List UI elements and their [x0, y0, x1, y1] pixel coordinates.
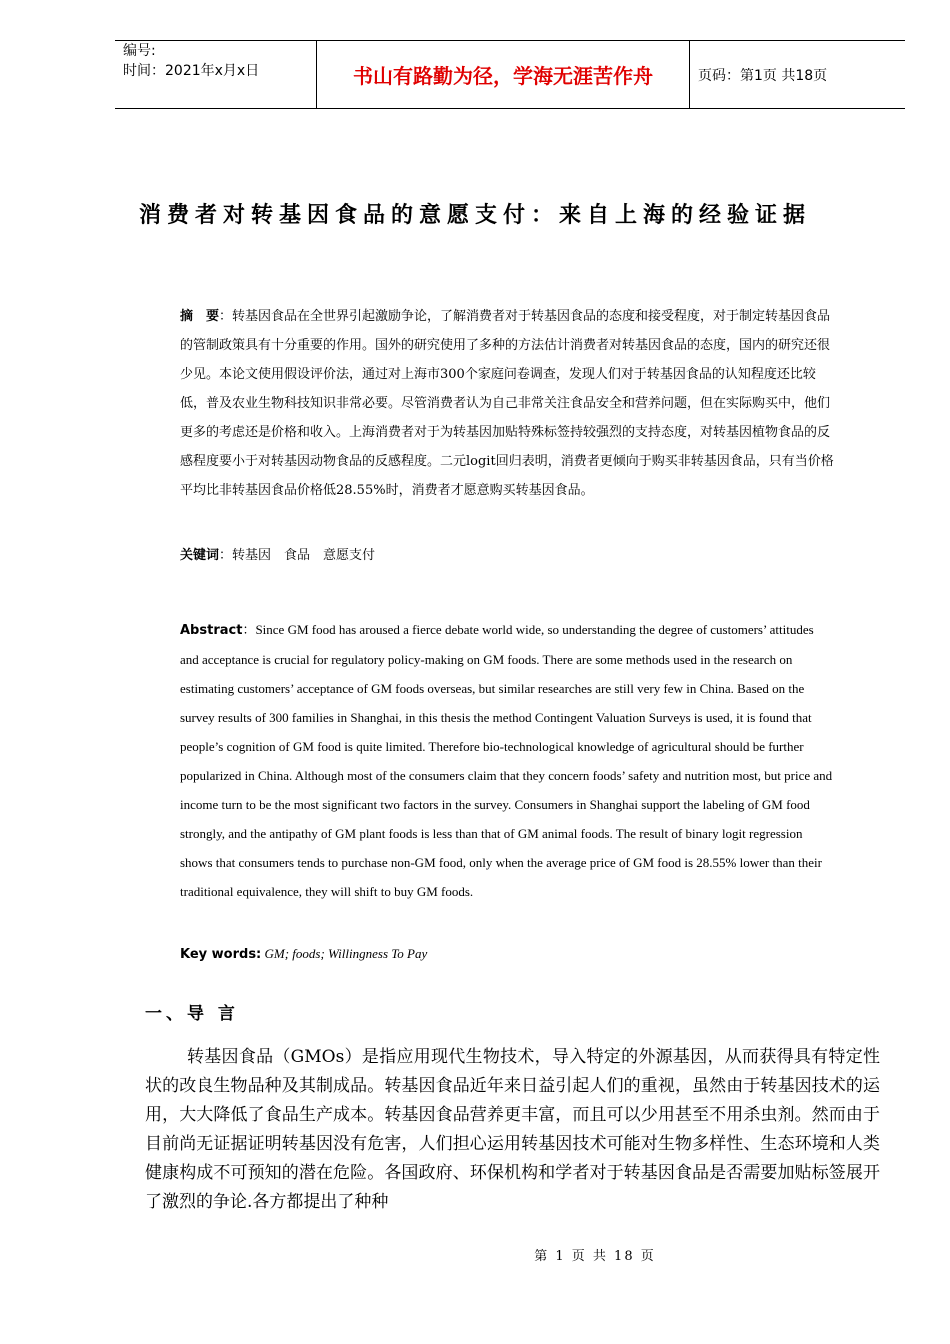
body-paragraph: 转基因食品（GMOs）是指应用现代生物技术，导入特定的外源基因，从而获得具有特定性状的改良生物品种及其制成品。转基因食品近年来日益引起人们的重视，虽然由于转基因技术的运用，大大降低了食品生产成本。转基因食品营养更丰富，而且可以少用甚至不用杀虫剂。然而由于目前尚无证据证明转基因没有危害，人们担心运用转基因技术可能对生物多样性、生态环境和人类健康构成不可预知的潜在危险。各国政府、环保机构和学者对于转基因食品是否需要加贴标签展开了激烈的争论.各方都提出了种种: [145, 1047, 880, 1212]
header-motto: 书山有路勤为径，学海无涯苦作舟: [353, 64, 653, 88]
section-heading: 一、导 言: [145, 1004, 239, 1024]
abstract-label-en: Abstract: [180, 623, 243, 638]
document-title: 消费者对转基因食品的意愿支付：来自上海的经验证据: [138, 202, 811, 228]
keywords-text-en: GM; foods; Willingness To Pay: [261, 946, 428, 961]
header-meta: [123, 41, 323, 81]
page-header: [115, 40, 905, 109]
time-label: 时间：2021年x月x日: [123, 63, 260, 79]
keywords-label-en: Key words:: [180, 947, 262, 962]
chinese-abstract: [180, 302, 835, 505]
english-keywords: [180, 939, 835, 969]
code-label: 编号:: [123, 43, 156, 59]
header-page-info: 页码：第1页 共18页: [698, 67, 828, 84]
abstract-text-en: ：Since GM food has aroused a fierce debate world wide, so understanding the degree of customers’ attitudes and acceptance is crucial for regulatory policy-making on GM foods. There are some methods used in the research on estimating customers’ acceptance of GM foods overseas, but similar researches are still very few in China. Based on the survey results of 300 families in Shanghai, in this thesis the method Contingent Valuation Surveys is used, it is found that people’s cognition of GM food is quite limited. Therefore bio-technological knowledge of agricultural should be further popularized in China. Although most of the consumers claim that they concern foods’ safety and nutrition most, but price and income turn to be the most significant two factors in the survey. Consumers in Shanghai support the labeling of GM food strongly, and the antipathy of GM plant foods is less than that of GM animal foods. The result of binary logit regression shows that consumers tends to purchase non-GM food, only when the average price of GM food is 28.55% lower than their traditional equivalence, they will shift to buy GM foods.: [180, 622, 833, 899]
chinese-keywords: [180, 541, 835, 570]
header-divider: [689, 41, 690, 108]
page-footer: 第 1 页 共 18 页: [534, 1249, 656, 1264]
abstract-text: ：转基因食品在全世界引起激励争论，了解消费者对于转基因食品的态度和接受程度，对于制定转基因食品的管制政策具有十分重要的作用。国外的研究使用了多种的方法估计消费者对转基因食品的态度，国内的研究还很少见。本论文使用假设评价法，通过对上海市300个家庭问卷调查，发现人们对于转基因食品的认知程度还比较低，普及农业生物科技知识非常必要。尽管消费者认为自己非常关注食品安全和营养问题，但在实际购买中，他们更多的考虑还是价格和收入。上海消费者对于为转基因加贴特殊标签持较强烈的支持态度，对转基因植物食品的反感程度要小于对转基因动物食品的反感程度。二元logit回归表明，消费者更倾向于购买非转基因食品，只有当价格平均比非转基因食品价格低28.55%时，消费者才愿意购买转基因食品。: [180, 309, 834, 498]
keywords-text: ：转基因 食品 意愿支付: [219, 548, 376, 563]
english-abstract: [180, 615, 835, 906]
abstract-label: 摘 要: [180, 309, 220, 324]
keywords-label: 关键词: [180, 548, 220, 563]
